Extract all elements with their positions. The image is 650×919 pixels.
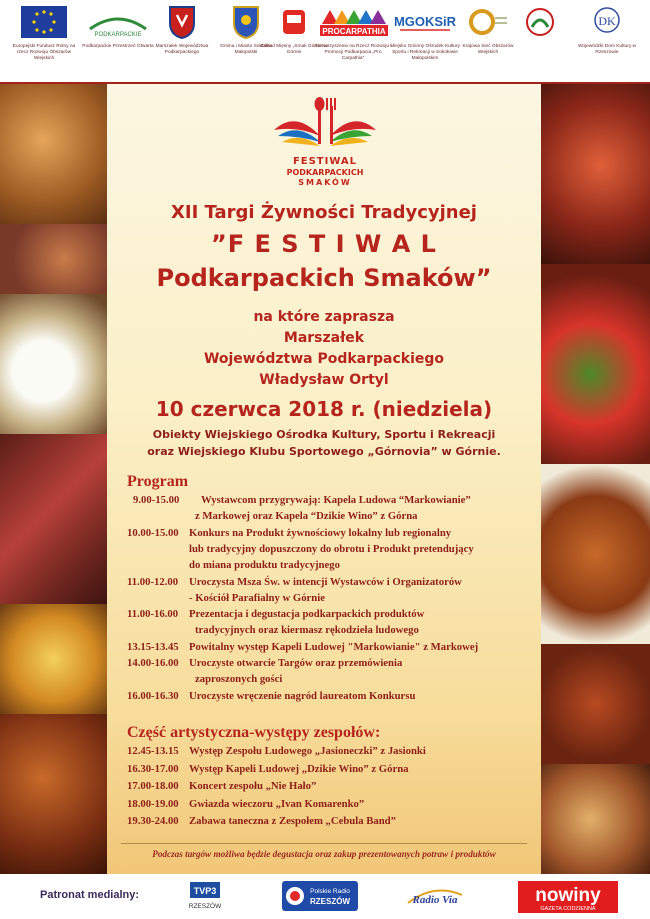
procarpathia-logo-text: PROCARPATHIA — [322, 27, 386, 36]
media-sub: RZESZÓW — [188, 903, 222, 910]
sponsor-logo-eu — [8, 4, 80, 62]
program-description: Powitalny występ Kapeli Ludowej "Markowianie" z Markowej — [189, 640, 479, 653]
shield-icon — [281, 7, 307, 37]
sponsor-logo-mgoksir — [386, 4, 464, 62]
sponsor-logo-round — [514, 4, 566, 44]
radio-via-logo-icon — [404, 881, 466, 911]
round-logo-icon — [525, 7, 555, 37]
program-item — [127, 607, 537, 621]
procarpathia-logo-icon — [318, 6, 388, 38]
mgoksir-logo-icon — [392, 8, 458, 36]
performance-description: Występ Zespołu Ludowego „Jasioneczki” z Jasionki — [189, 745, 426, 757]
podkarpackie-logo-text: PODKARPACKIE — [94, 32, 142, 37]
program-item — [127, 575, 537, 589]
program-description: Prezentacja i degustacja podkarpackich produktów — [189, 608, 425, 621]
title-line-1: XII Targi Żywności Tradycyjnej — [171, 202, 477, 223]
mgoksir-logo-text: MGOKSiR — [393, 14, 457, 29]
divider — [121, 843, 527, 844]
media-sub: GAZETA CODZIENNA — [540, 906, 596, 912]
nowiny-logo — [518, 881, 618, 911]
performance-item — [127, 744, 537, 758]
program-time: 9.00-15.00 — [133, 494, 180, 506]
program-description-continued: do miana produktu tradycyjnego — [189, 559, 340, 572]
logo-caption: Wojewódzki Dom Kultury w Rzeszowie — [577, 44, 637, 55]
performance-time: 18.00-19.00 — [127, 797, 179, 810]
logo-caption: Zakład Mięsny „Smak Górno” w Górnie — [260, 44, 328, 55]
performance-time: 17.00-18.00 — [127, 780, 179, 792]
program-item — [127, 656, 537, 670]
tvp3-logo-icon — [188, 881, 222, 911]
performance-description: Koncert zespołu „Nie Hało” — [189, 780, 317, 792]
program-description-continued: - Kościół Parafialny w Górnie — [189, 591, 325, 604]
food-photo-right — [541, 84, 650, 874]
media-sub: RZESZÓW — [310, 897, 350, 906]
program-description: Wystawcom przygrywają: Kapela Ludowa “Markowianie” — [201, 494, 471, 506]
invitation-line-2: Marszałek — [283, 330, 365, 346]
program-item — [127, 493, 537, 507]
coat-of-arms-icon — [168, 5, 196, 39]
polskie-radio-logo-icon — [282, 881, 358, 911]
title-line-2: ”F E S T I W A L — [211, 230, 437, 258]
logo-caption: Miejsko Gminny Ośrodek Kultury Sportu i Rekreacji w Sokołowie Małopolskim — [390, 44, 460, 61]
program-description: Uroczyste otwarcie Targów oraz przemówienia — [189, 657, 403, 669]
coat-of-arms-icon — [232, 5, 260, 39]
program-time: 10.00-15.00 — [127, 526, 179, 539]
radio-via-logo — [404, 881, 466, 911]
program-time: 11.00-16.00 — [127, 608, 179, 621]
logo-caption: Europejski Fundusz Rolny na rzecz Rozwoju Obszarów Wiejskich — [12, 44, 76, 61]
performance-description: Występ Kapeli Ludowej „Dzikie Wino” z Górna — [189, 762, 409, 775]
media-name: nowiny — [535, 885, 601, 906]
performance-description: Gwiazda wieczoru „Ivan Komarenko” — [189, 797, 365, 810]
program-description-continued: zaproszonych gości — [195, 673, 283, 686]
performance-item — [127, 762, 537, 776]
wdk-logo-text: DK — [598, 14, 616, 28]
food-photo-left — [0, 84, 107, 874]
sponsor-logo-podkarpackie — [82, 4, 154, 50]
nowiny-logo-icon — [518, 881, 618, 913]
tvp3-logo — [188, 881, 222, 911]
wreath-logo-icon — [468, 6, 508, 38]
festival-emblem — [270, 96, 380, 200]
performance-time: 12.45-13.15 — [127, 745, 179, 757]
podkarpackie-logo-icon — [86, 7, 150, 37]
media-name: Radio Via — [412, 894, 458, 906]
program-item — [127, 689, 537, 703]
logo-caption: Marszałek Województwa Podkarpackiego — [155, 44, 209, 55]
emblem-text-3: SMAKÓW — [298, 178, 352, 187]
program-description: Konkurs na Produkt żywnościowy lokalny lub regionalny — [189, 526, 452, 539]
polskie-radio-logo — [282, 881, 358, 911]
media-patrons-footer — [0, 874, 650, 919]
program-heading: Program — [127, 473, 189, 490]
sponsor-logo-ksow — [458, 4, 518, 56]
title-line-3: Podkarpackich Smaków” — [156, 264, 492, 292]
program-time: 14.00-16.00 — [127, 657, 179, 669]
logo-caption: Gmina i Miasto Sokołów Małopolski — [220, 44, 272, 55]
program-time: 16.00-16.30 — [127, 689, 179, 702]
logo-caption: Podkarpackie Przestrzeń Otwarta — [82, 44, 154, 49]
performance-description: Zabawa taneczna z Zespołem „Cebula Band” — [189, 815, 396, 827]
invitation-line-1: na które zaprasza — [253, 309, 395, 325]
sponsor-logo-marszalek — [146, 4, 218, 56]
wdk-logo-icon — [585, 6, 629, 38]
media-name: Polskie Radio — [310, 888, 350, 895]
invitation-line-4: Władysław Ortyl — [259, 372, 389, 388]
logo-caption: Krajowa Sieć Obszarów Wiejskich — [462, 44, 514, 55]
sponsor-logo-procarpathia — [314, 4, 392, 62]
eu-flag-icon — [21, 6, 67, 38]
sponsor-logo-wdk — [570, 4, 644, 56]
fork-spoon-birds-icon — [270, 96, 380, 156]
poster-content — [107, 84, 541, 874]
program-item — [127, 640, 537, 654]
artistic-heading: Część artystyczna-występy zespołów: — [127, 724, 381, 741]
program-time: 11.00-12.00 — [127, 575, 179, 588]
invitation-line-3: Województwa Podkarpackiego — [203, 351, 445, 367]
tasting-note: Podczas targów możliwa będzie degustacja oraz zakup prezentowanych potraw i produktów — [152, 849, 496, 859]
performance-item — [127, 814, 537, 828]
performance-item — [127, 779, 537, 793]
event-date: 10 czerwca 2018 r. (niedziela) — [155, 397, 493, 421]
patronat-label: Patronat medialny: — [40, 889, 140, 901]
emblem-text-1: FESTIWAL — [292, 156, 358, 167]
program-description-continued: lub tradycyjny dopuszczony do obrotu i Produkt pretendujący — [189, 542, 474, 555]
performance-time: 19.30-24.00 — [127, 815, 179, 827]
sponsor-header — [0, 0, 650, 82]
media-name: TVP3 — [193, 886, 217, 896]
program-time: 13.15-13.45 — [127, 640, 179, 653]
venue-line-1: Obiekty Wiejskiego Ośrodka Kultury, Sportu i Rekreacji — [152, 428, 496, 441]
program-description: Uroczyste wręczenie nagród laureatom Konkursu — [189, 689, 416, 702]
program-description: Uroczysta Msza Św. w intencji Wystawców i Organizatorów — [189, 575, 462, 588]
program-description-continued: tradycyjnych oraz kiermasz rękodzieła ludowego — [195, 624, 419, 637]
venue-line-2: oraz Wiejskiego Klubu Sportowego „Górnovia” w Górnie. — [147, 445, 501, 458]
logo-caption: Stowarzyszenie na Rzecz Rozwoju i Promocji Podkarpacia „Pro Carpathia” — [314, 44, 392, 61]
performance-item — [127, 797, 537, 811]
program-item — [127, 526, 537, 540]
program-description-continued: z Markowej oraz Kapela “Dzikie Wino” z Górna — [195, 510, 418, 523]
performance-time: 16.30-17.00 — [127, 762, 179, 775]
emblem-text-2: PODKARPACKICH — [286, 168, 364, 177]
